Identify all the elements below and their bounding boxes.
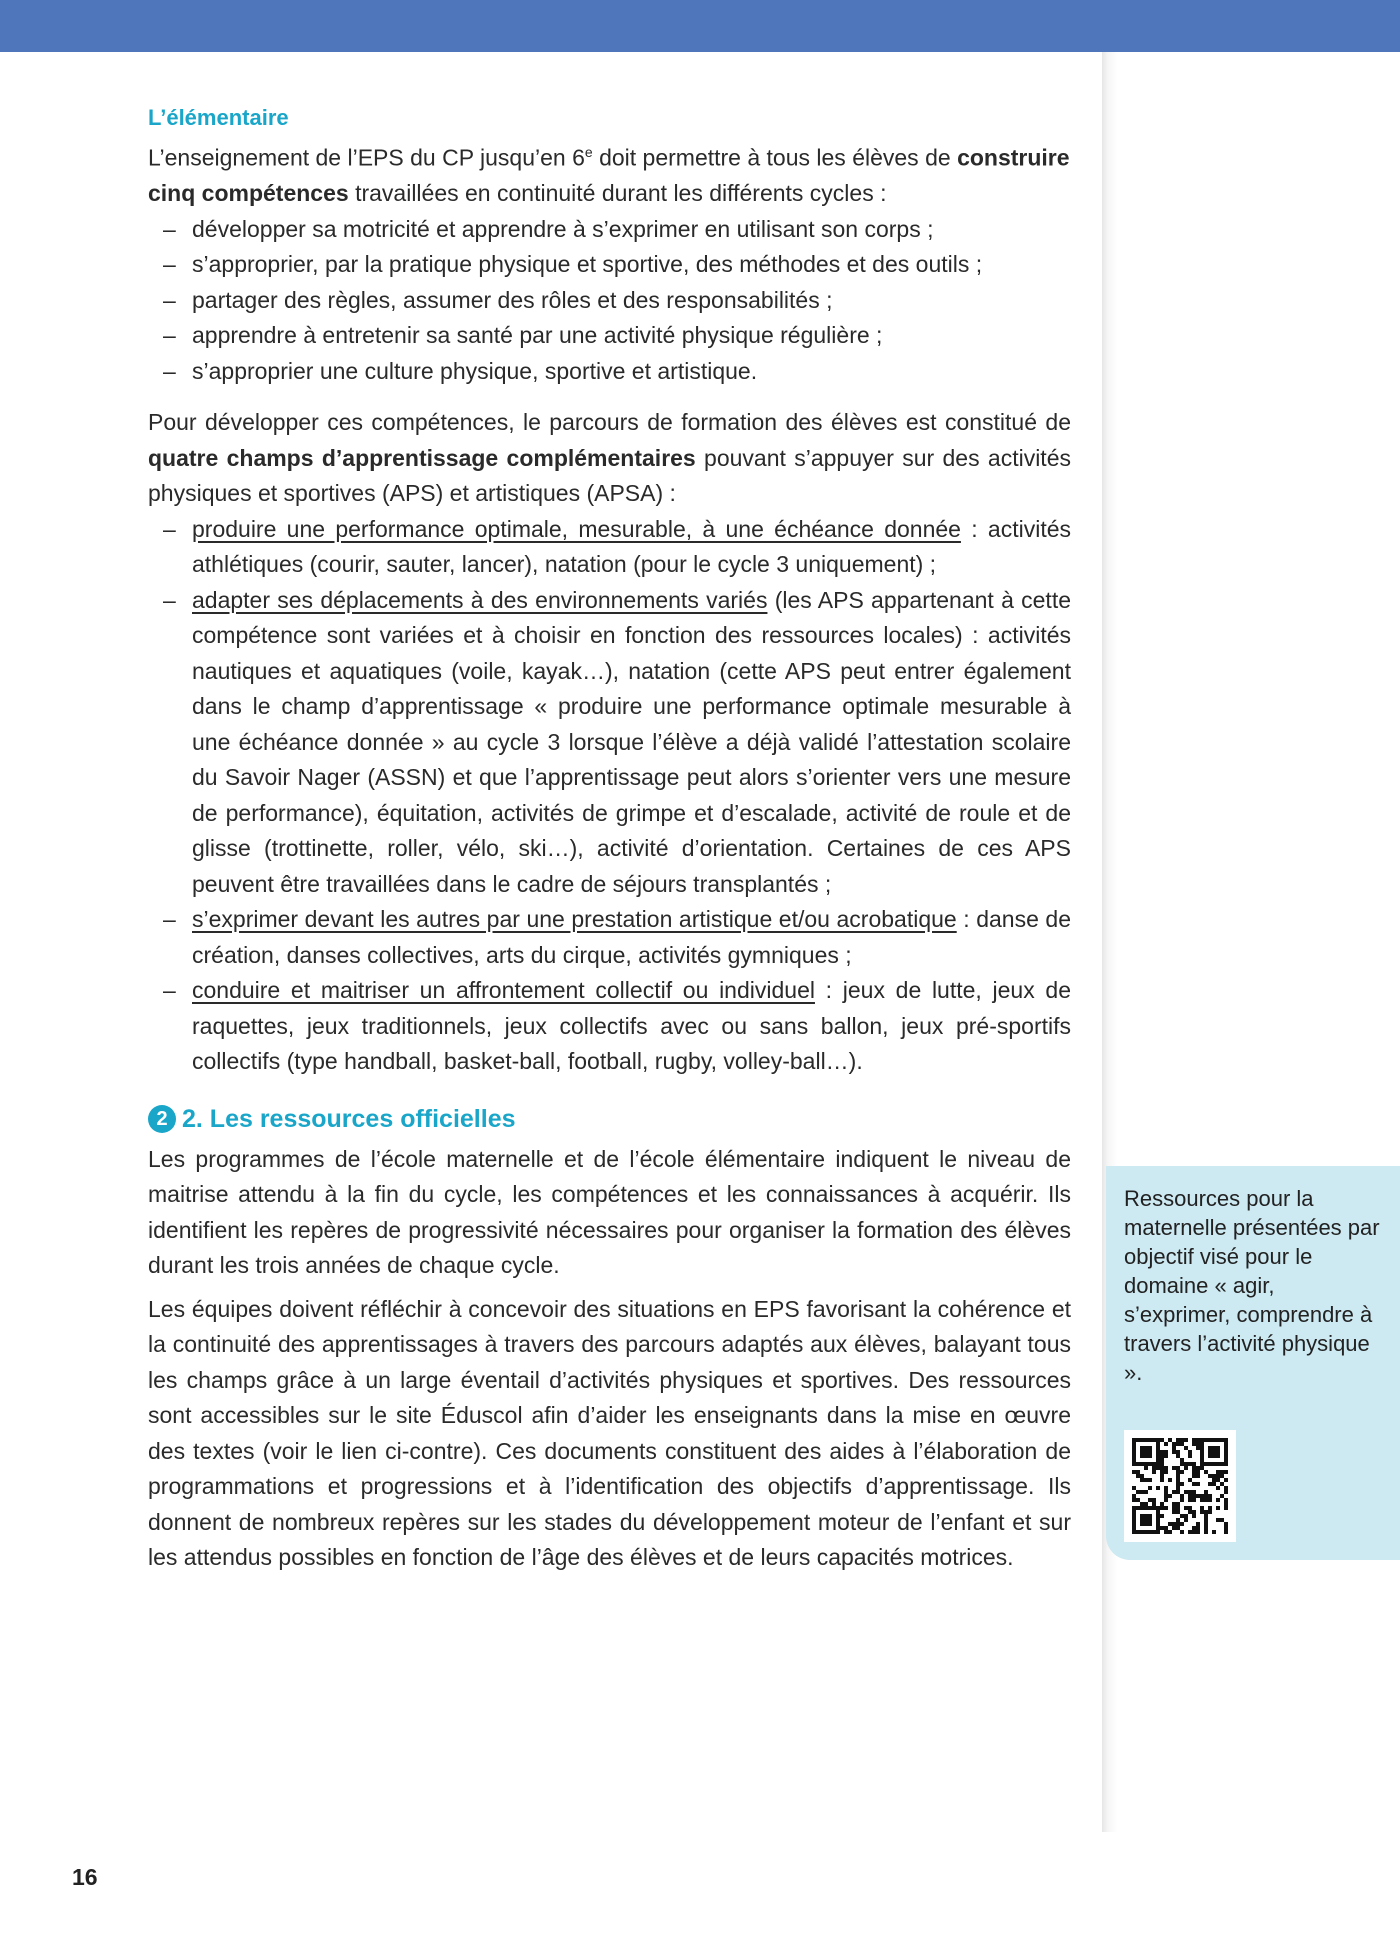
competence-item: – s’approprier une culture physique, sportive et artistique. bbox=[148, 354, 1071, 390]
page-number: 16 bbox=[72, 1864, 98, 1890]
champ-text: : jeux de lutte, jeux de raquettes, jeux traditionnels, jeux collectifs avec ou sans ballon, jeux pré-sportifs collectifs (type handball, basket-ball, football, rugby, volley-ball…). bbox=[192, 977, 1071, 1075]
champs-intro-bold: quatre champs d’apprentissage complémentaires bbox=[148, 444, 696, 471]
champ-title: produire une performance optimale, mesurable, à une échéance donnée bbox=[192, 515, 961, 542]
champs-list bbox=[148, 512, 1071, 1080]
champ-title: s’exprimer devant les autres par une prestation artistique et/ou acrobatique bbox=[192, 906, 957, 933]
main-content bbox=[148, 103, 1071, 1576]
champ-item bbox=[148, 973, 1071, 1080]
elementary-heading: L’élémentaire bbox=[148, 105, 289, 130]
intro-bold: construire cinq compétences bbox=[148, 144, 1070, 207]
intro-text-1: L’enseignement de l’EPS du CP jusqu’en 6 bbox=[148, 144, 585, 171]
sidebar-resource-box bbox=[1106, 1166, 1400, 1560]
section-2-paragraph-1: Les programmes de l’école maternelle et de l’école élémentaire indiquent le niveau de maitrise attendu à la fin du cycle, les compétences et les connaissances à acquérir. Ils identifient les repères de progressivité nécessaires pour organiser la formation des élèves durant les trois années de chaque cycle. bbox=[148, 1145, 1071, 1279]
competence-item: – partager des règles, assumer des rôles et des responsabilités ; bbox=[148, 283, 1071, 319]
section-number-badge: 2 bbox=[148, 1105, 176, 1133]
champs-intro-text-2: pouvant s’appuyer sur des activités physiques et sportives (APS) et artistiques (APSA) : bbox=[148, 444, 1071, 507]
champ-text: : activités athlétiques (courir, sauter, lancer), natation (pour le cycle 3 uniquement) ; bbox=[192, 515, 1072, 578]
competences-list bbox=[148, 212, 1071, 390]
champ-text: : danse de création, danses collectives, arts du cirque, activités gymniques ; bbox=[192, 906, 1071, 968]
elementary-intro bbox=[148, 135, 1071, 212]
champ-title: adapter ses déplacements à des environnements variés bbox=[192, 586, 768, 613]
section-2-paragraph-2: Les équipes doivent réfléchir à concevoir des situations en EPS favorisant la cohérence et la continuité des apprentissages à travers des parcours adaptés aux élèves, balayant tous les champs grâce à un large éventail d’activités physiques et sportives. Des ressources sont accessibles sur le site Éduscol afin d’aider les enseignants dans la mise en œuvre des textes (voir le lien ci-contre). Ces documents constituent des aides à l’élaboration de programmations et progressions et à l’identification des objectifs d’apprentissage. Ils donnent de nombreux repères sur les stades du développement moteur de l’enfant et sur les attendus possibles en fonction de l’âge des élèves et de leurs capacités motrices. bbox=[148, 1295, 1071, 1571]
right-margin-column bbox=[1102, 52, 1400, 1832]
champ-title: conduire et maitriser un affrontement collectif ou individuel bbox=[192, 977, 815, 1004]
champs-intro-text-1: Pour développer ces compétences, le parcours de formation des élèves est constitué de bbox=[148, 409, 1071, 436]
competence-item: – apprendre à entretenir sa santé par une activité physique régulière ; bbox=[148, 318, 1071, 354]
section-2-heading bbox=[148, 1102, 1071, 1136]
top-color-band bbox=[0, 0, 1400, 52]
intro-text-3: travaillées en continuité durant les différents cycles : bbox=[348, 180, 887, 207]
champ-text: (les APS appartenant à cette compétence sont variées et à choisir en fonction des ressources locales) : activités nautiques et aquatiques (voile, kayak…), natation (cette APS peut entrer également dans le champ d’apprentissage « produire une performance optimale mesurable à une échéance donnée » au cycle 3 lorsque l’élève a déjà validé l’attestation scolaire du Savoir Nager (ASSN) et que l’apprentissage peut alors s’orienter vers une mesure de performance), équitation, activités de grimpe et d’escalade, activité de roule et de glisse (trottinette, roller, vélo, ski…), activité d’orientation. Certaines de ces APS peuvent être travaillées dans le cadre de séjours transplantés ; bbox=[192, 586, 1071, 897]
competence-item: – développer sa motricité et apprendre à s’exprimer en utilisant son corps ; bbox=[148, 212, 1071, 248]
sidebar-resource-text: Ressources pour la maternelle présentées par objectif visé pour le domaine « agir, s’exprimer, comprendre à travers l’activité physique ». bbox=[1124, 1186, 1380, 1385]
champ-item bbox=[148, 583, 1071, 903]
intro-text-2: doit permettre à tous les élèves de bbox=[592, 144, 958, 171]
intro-superscript: e bbox=[584, 144, 593, 160]
champ-item bbox=[148, 512, 1071, 583]
qr-code-icon[interactable] bbox=[1124, 1430, 1236, 1542]
competence-item: – s’approprier, par la pratique physique et sportive, des méthodes et des outils ; bbox=[148, 247, 1071, 283]
champs-intro bbox=[148, 405, 1071, 512]
section-2-title: 2. Les ressources officielles bbox=[182, 1104, 516, 1133]
champ-item bbox=[148, 902, 1071, 973]
